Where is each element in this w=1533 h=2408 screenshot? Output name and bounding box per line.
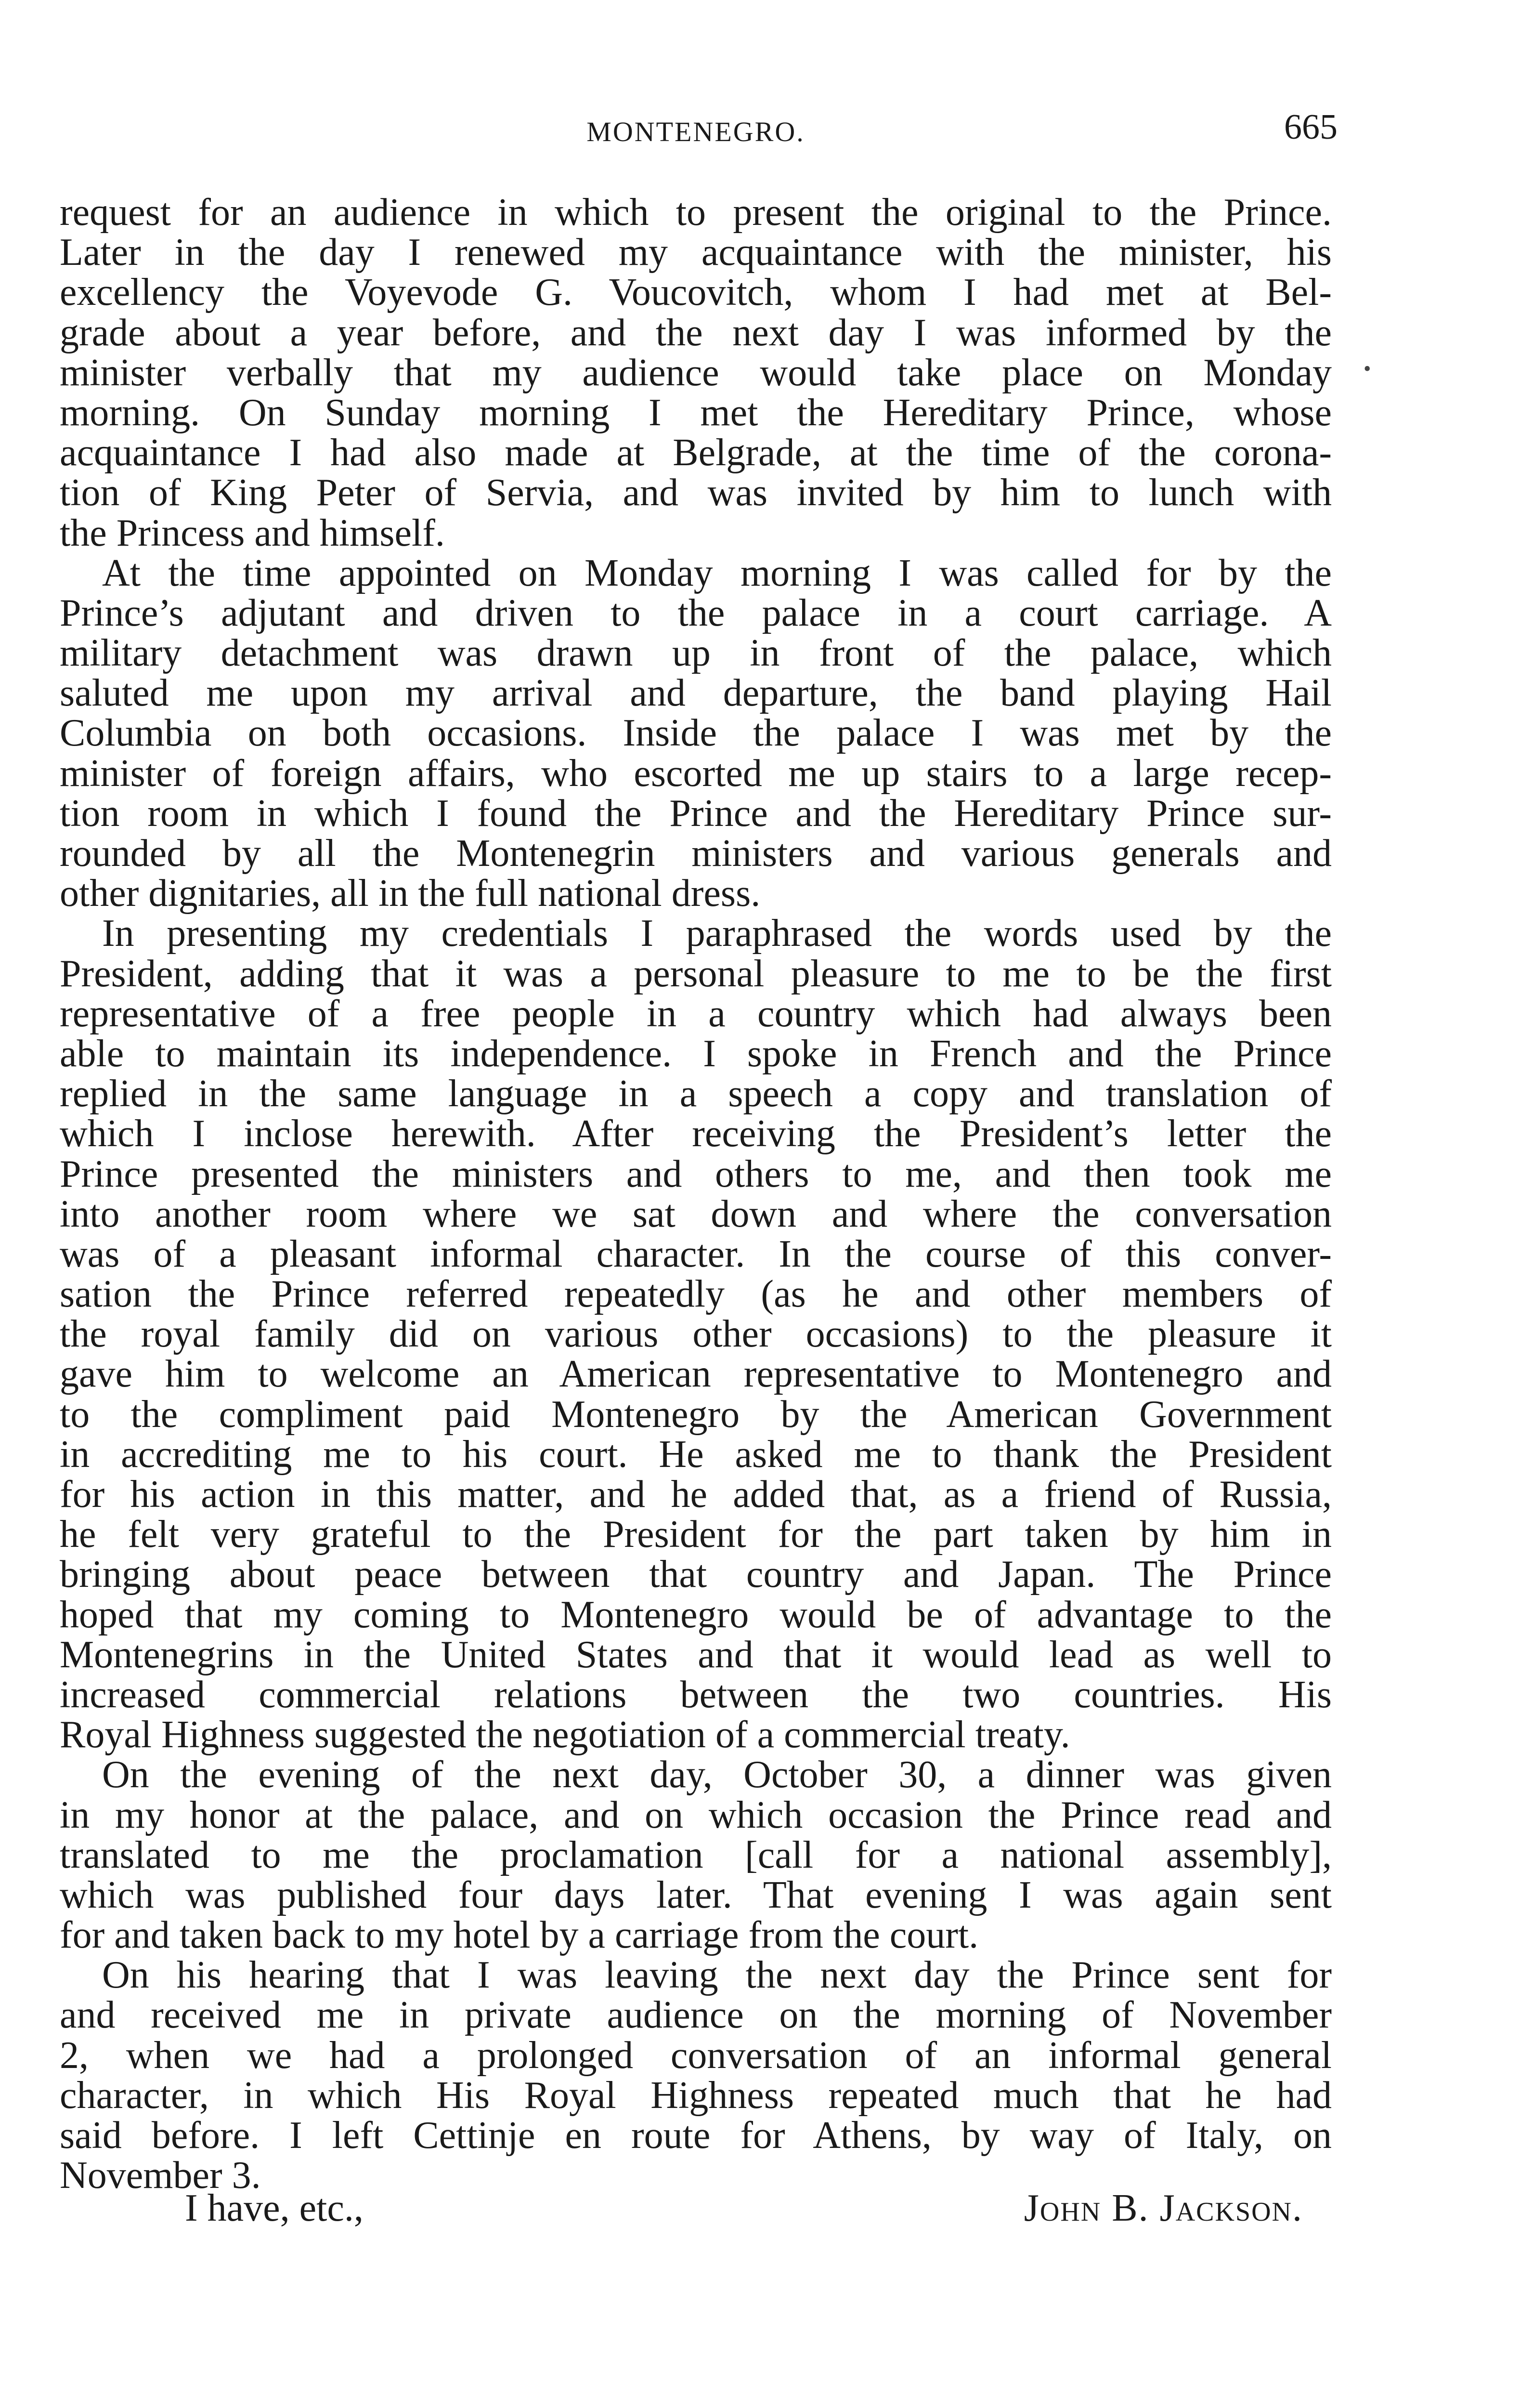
text-line: in my honor at the palace, and on which occasion the Prince read and bbox=[60, 1793, 1332, 1836]
text-line: In presenting my credentials I paraphrased the words used by the bbox=[102, 912, 1332, 955]
text-line: the royal family did on various other occasions) to the pleasure it bbox=[60, 1313, 1332, 1356]
text-line: the Princess and himself. bbox=[60, 511, 445, 554]
text-line: morning. On Sunday morning I met the Hereditary Prince, whose bbox=[60, 391, 1332, 434]
text-line: bringing about peace between that country and Japan. The Prince bbox=[60, 1553, 1332, 1596]
text-line: into another room where we sat down and where the conversation bbox=[60, 1192, 1332, 1235]
text-line: At the time appointed on Monday morning I was called for by the bbox=[102, 551, 1332, 594]
text-line: tion of King Peter of Servia, and was invited by him to lunch with bbox=[60, 471, 1332, 514]
text-line: said before. I left Cettinje en route for Athens, by way of Italy, on bbox=[60, 2114, 1332, 2157]
text-line: increased commercial relations between the two countries. His bbox=[60, 1673, 1332, 1716]
text-line: On the evening of the next day, October 30, a dinner was given bbox=[102, 1754, 1332, 1796]
text-line: Columbia on both occasions. Inside the palace I was met by the bbox=[60, 712, 1332, 755]
running-title: MONTENEGRO. bbox=[586, 116, 805, 147]
text-line: to the compliment paid Montenegro by the American Government bbox=[60, 1393, 1332, 1436]
text-line: for his action in this matter, and he added that, as a friend of Russia, bbox=[60, 1473, 1332, 1516]
text-line: minister verbally that my audience would take place on Monday bbox=[60, 351, 1332, 394]
text-line: in accrediting me to his court. He asked me to thank the President bbox=[60, 1433, 1332, 1476]
text-line: military detachment was drawn up in front of the palace, which bbox=[60, 632, 1332, 675]
text-line: minister of foreign affairs, who escorted me up stairs to a large recep- bbox=[60, 752, 1332, 795]
letter-closing bbox=[60, 2186, 1332, 2230]
text-line: translated to me the proclamation [call for a national assembly], bbox=[60, 1833, 1332, 1876]
text-line: was of a pleasant informal character. In the course of this conver- bbox=[60, 1232, 1332, 1275]
page-header bbox=[58, 107, 1338, 155]
text-line: On his hearing that I was leaving the next day the Prince sent for bbox=[102, 1954, 1332, 1997]
text-line: representative of a free people in a country which had always been bbox=[60, 992, 1332, 1035]
margin-mark: • bbox=[1364, 357, 1371, 380]
text-line: November 3. bbox=[60, 2154, 261, 2197]
text-line: sation the Prince referred repeatedly (as he and other members of bbox=[60, 1273, 1332, 1316]
text-line: gave him to welcome an American representative to Montenegro and bbox=[60, 1353, 1332, 1396]
text-line: Prince presented the ministers and others to me, and then took me bbox=[60, 1152, 1332, 1195]
text-line: he felt very grateful to the President for the part taken by him in bbox=[60, 1513, 1332, 1556]
text-line: grade about a year before, and the next day I was informed by the bbox=[60, 311, 1332, 354]
text-line: character, in which His Royal Highness repeated much that he had bbox=[60, 2074, 1332, 2117]
text-line: President, adding that it was a personal pleasure to me to be the first bbox=[60, 952, 1332, 995]
text-line: tion room in which I found the Prince and the Hereditary Prince sur- bbox=[60, 792, 1332, 835]
page-number: 665 bbox=[1284, 107, 1338, 147]
text-line: other dignitaries, all in the full national dress. bbox=[60, 872, 761, 915]
text-line: excellency the Voyevode G. Voucovitch, whom I had met at Bel- bbox=[60, 271, 1332, 314]
text-line: request for an audience in which to present the original to the Prince. bbox=[60, 191, 1332, 234]
text-line: Montenegrins in the United States and that it would lead as well to bbox=[60, 1633, 1332, 1676]
text-line: replied in the same language in a speech a copy and translation of bbox=[60, 1073, 1332, 1115]
text-line: saluted me upon my arrival and departure, the band playing Hail bbox=[60, 672, 1332, 715]
letter-body bbox=[60, 193, 1332, 2196]
text-line: Later in the day I renewed my acquaintance with the minister, his bbox=[60, 231, 1332, 274]
text-line: able to maintain its independence. I spoke in French and the Prince bbox=[60, 1032, 1332, 1075]
text-line: Royal Highness suggested the negotiation of a commercial treaty. bbox=[60, 1714, 1070, 1756]
closing-phrase: I have, etc., bbox=[185, 2187, 364, 2229]
text-line: which was published four days later. That evening I was again sent bbox=[60, 1873, 1332, 1916]
text-line: 2, when we had a prolonged conversation of an informal general bbox=[60, 2034, 1332, 2077]
signature: John B. Jackson. bbox=[1024, 2187, 1303, 2229]
text-line: rounded by all the Montenegrin ministers and various generals and bbox=[60, 832, 1332, 875]
text-line: and received me in private audience on the morning of November bbox=[60, 1994, 1332, 2037]
text-line: for and taken back to my hotel by a carriage from the court. bbox=[60, 1914, 979, 1957]
text-line: acquaintance I had also made at Belgrade, at the time of the corona- bbox=[60, 432, 1332, 474]
text-line: which I inclose herewith. After receiving the President’s letter the bbox=[60, 1112, 1332, 1155]
text-line: hoped that my coming to Montenegro would be of advantage to the bbox=[60, 1593, 1332, 1636]
text-line: Prince’s adjutant and driven to the palace in a court carriage. A bbox=[60, 591, 1332, 634]
